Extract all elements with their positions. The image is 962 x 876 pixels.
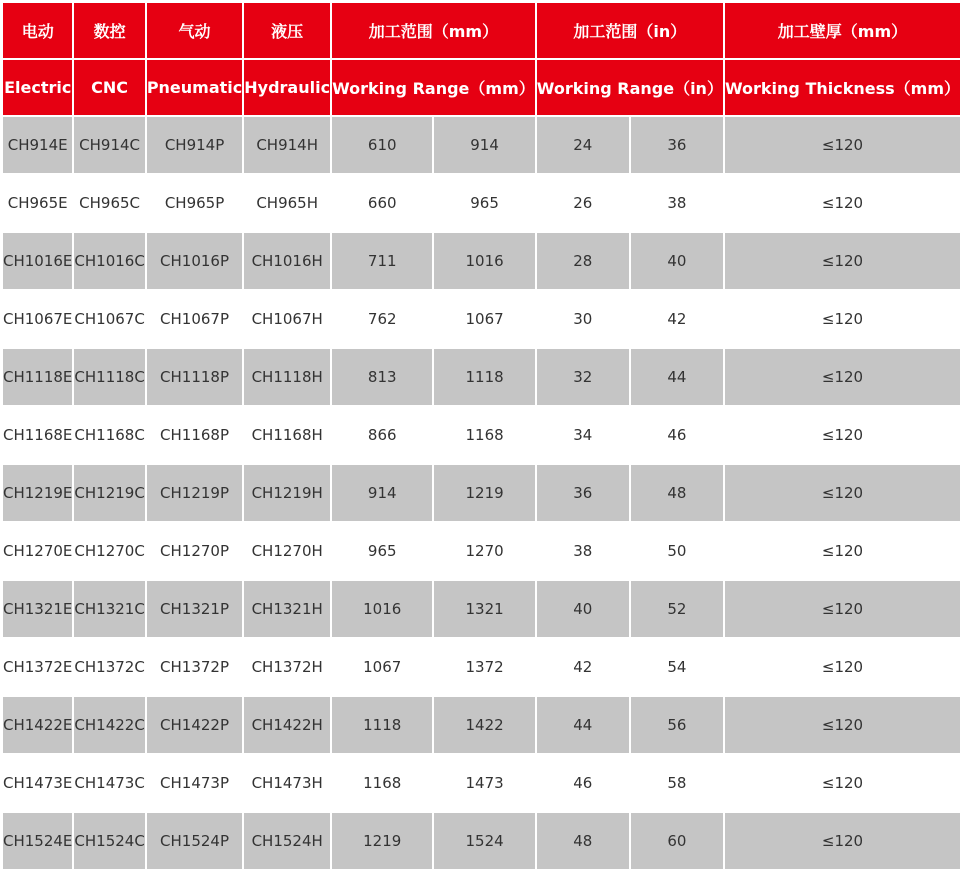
- thickness-cell: ≤120: [725, 175, 960, 231]
- thickness-cell: ≤120: [725, 523, 960, 579]
- electric-cell: CH1270E: [3, 523, 72, 579]
- range-mm-min-cell: 965: [332, 523, 432, 579]
- pneumatic-cell: CH914P: [147, 117, 242, 173]
- range-mm-max-cell: 1372: [434, 639, 534, 695]
- thickness-cell: ≤120: [725, 639, 960, 695]
- table-row: [3, 291, 960, 347]
- table-row: [3, 697, 960, 753]
- range-mm-max-cell: 1422: [434, 697, 534, 753]
- range-mm-min-cell: 1219: [332, 813, 432, 869]
- electric-cell: CH1524E: [3, 813, 72, 869]
- range-mm-min-cell: 762: [332, 291, 432, 347]
- header-en-cnc: CNC: [74, 60, 144, 115]
- hydraulic-cell: CH1321H: [244, 581, 330, 637]
- header-en-range-mm: Working Range（mm）: [332, 60, 535, 115]
- range-in-min-cell: 38: [537, 523, 629, 579]
- header-en-electric: Electric: [3, 60, 72, 115]
- range-in-min-cell: 40: [537, 581, 629, 637]
- range-mm-max-cell: 1270: [434, 523, 534, 579]
- thickness-cell: ≤120: [725, 233, 960, 289]
- thickness-cell: ≤120: [725, 117, 960, 173]
- table-header: [3, 3, 960, 115]
- table-body: [3, 117, 960, 869]
- electric-cell: CH1321E: [3, 581, 72, 637]
- range-mm-min-cell: 711: [332, 233, 432, 289]
- range-mm-min-cell: 660: [332, 175, 432, 231]
- range-mm-min-cell: 1067: [332, 639, 432, 695]
- header-en-hydraulic: Hydraulic: [244, 60, 330, 115]
- header-cn-pneumatic: 气动: [147, 3, 242, 58]
- range-in-min-cell: 46: [537, 755, 629, 811]
- thickness-cell: ≤120: [725, 813, 960, 869]
- electric-cell: CH1016E: [3, 233, 72, 289]
- electric-cell: CH1067E: [3, 291, 72, 347]
- pneumatic-cell: CH1473P: [147, 755, 242, 811]
- cnc-cell: CH1524C: [74, 813, 144, 869]
- range-in-max-cell: 52: [631, 581, 723, 637]
- electric-cell: CH1219E: [3, 465, 72, 521]
- hydraulic-cell: CH1473H: [244, 755, 330, 811]
- range-in-max-cell: 50: [631, 523, 723, 579]
- range-in-min-cell: 36: [537, 465, 629, 521]
- hydraulic-cell: CH1422H: [244, 697, 330, 753]
- hydraulic-cell: CH1118H: [244, 349, 330, 405]
- range-mm-min-cell: 813: [332, 349, 432, 405]
- electric-cell: CH914E: [3, 117, 72, 173]
- range-mm-min-cell: 1168: [332, 755, 432, 811]
- hydraulic-cell: CH914H: [244, 117, 330, 173]
- range-mm-max-cell: 1168: [434, 407, 534, 463]
- range-in-max-cell: 36: [631, 117, 723, 173]
- thickness-cell: ≤120: [725, 465, 960, 521]
- cnc-cell: CH1118C: [74, 349, 144, 405]
- table-row: [3, 813, 960, 869]
- range-in-max-cell: 40: [631, 233, 723, 289]
- range-in-max-cell: 42: [631, 291, 723, 347]
- table-row: [3, 349, 960, 405]
- thickness-cell: ≤120: [725, 581, 960, 637]
- range-mm-max-cell: 1219: [434, 465, 534, 521]
- thickness-cell: ≤120: [725, 755, 960, 811]
- header-cn-electric: 电动: [3, 3, 72, 58]
- spec-table: [1, 1, 962, 871]
- cnc-cell: CH1473C: [74, 755, 144, 811]
- header-row-cn: [3, 3, 960, 58]
- range-in-min-cell: 26: [537, 175, 629, 231]
- range-in-min-cell: 42: [537, 639, 629, 695]
- range-mm-max-cell: 1067: [434, 291, 534, 347]
- range-mm-min-cell: 866: [332, 407, 432, 463]
- range-in-min-cell: 30: [537, 291, 629, 347]
- cnc-cell: CH965C: [74, 175, 144, 231]
- cnc-cell: CH1321C: [74, 581, 144, 637]
- range-mm-max-cell: 1016: [434, 233, 534, 289]
- cnc-cell: CH1372C: [74, 639, 144, 695]
- header-cn-cnc: 数控: [74, 3, 144, 58]
- pneumatic-cell: CH1372P: [147, 639, 242, 695]
- table-row: [3, 639, 960, 695]
- header-row-en: [3, 60, 960, 115]
- range-in-max-cell: 46: [631, 407, 723, 463]
- pneumatic-cell: CH1168P: [147, 407, 242, 463]
- table-row: [3, 175, 960, 231]
- thickness-cell: ≤120: [725, 697, 960, 753]
- cnc-cell: CH914C: [74, 117, 144, 173]
- header-en-range-in: Working Range（in）: [537, 60, 723, 115]
- range-mm-max-cell: 1473: [434, 755, 534, 811]
- range-in-min-cell: 32: [537, 349, 629, 405]
- header-cn-hydraulic: 液压: [244, 3, 330, 58]
- range-mm-max-cell: 965: [434, 175, 534, 231]
- electric-cell: CH1168E: [3, 407, 72, 463]
- range-mm-min-cell: 1118: [332, 697, 432, 753]
- pneumatic-cell: CH1118P: [147, 349, 242, 405]
- hydraulic-cell: CH1270H: [244, 523, 330, 579]
- cnc-cell: CH1270C: [74, 523, 144, 579]
- range-mm-min-cell: 1016: [332, 581, 432, 637]
- range-in-max-cell: 44: [631, 349, 723, 405]
- range-in-min-cell: 24: [537, 117, 629, 173]
- pneumatic-cell: CH1219P: [147, 465, 242, 521]
- range-in-min-cell: 28: [537, 233, 629, 289]
- pneumatic-cell: CH1270P: [147, 523, 242, 579]
- cnc-cell: CH1422C: [74, 697, 144, 753]
- range-in-max-cell: 56: [631, 697, 723, 753]
- range-mm-max-cell: 1524: [434, 813, 534, 869]
- thickness-cell: ≤120: [725, 291, 960, 347]
- electric-cell: CH965E: [3, 175, 72, 231]
- range-in-min-cell: 44: [537, 697, 629, 753]
- range-in-max-cell: 58: [631, 755, 723, 811]
- pneumatic-cell: CH1321P: [147, 581, 242, 637]
- range-mm-max-cell: 1321: [434, 581, 534, 637]
- pneumatic-cell: CH1016P: [147, 233, 242, 289]
- electric-cell: CH1372E: [3, 639, 72, 695]
- header-cn-range-in: 加工范围（in）: [537, 3, 723, 58]
- range-in-max-cell: 54: [631, 639, 723, 695]
- hydraulic-cell: CH1372H: [244, 639, 330, 695]
- hydraulic-cell: CH1067H: [244, 291, 330, 347]
- pneumatic-cell: CH1524P: [147, 813, 242, 869]
- cnc-cell: CH1219C: [74, 465, 144, 521]
- table-row: [3, 233, 960, 289]
- range-in-min-cell: 48: [537, 813, 629, 869]
- hydraulic-cell: CH1016H: [244, 233, 330, 289]
- cnc-cell: CH1016C: [74, 233, 144, 289]
- table-row: [3, 117, 960, 173]
- range-mm-min-cell: 610: [332, 117, 432, 173]
- range-mm-max-cell: 1118: [434, 349, 534, 405]
- range-in-max-cell: 48: [631, 465, 723, 521]
- hydraulic-cell: CH1219H: [244, 465, 330, 521]
- electric-cell: CH1422E: [3, 697, 72, 753]
- pneumatic-cell: CH1422P: [147, 697, 242, 753]
- electric-cell: CH1473E: [3, 755, 72, 811]
- range-in-max-cell: 38: [631, 175, 723, 231]
- range-mm-min-cell: 914: [332, 465, 432, 521]
- table-row: [3, 581, 960, 637]
- hydraulic-cell: CH1168H: [244, 407, 330, 463]
- header-en-pneumatic: Pneumatic: [147, 60, 242, 115]
- header-cn-range-mm: 加工范围（mm）: [332, 3, 535, 58]
- range-in-min-cell: 34: [537, 407, 629, 463]
- table-row: [3, 407, 960, 463]
- table-row: [3, 465, 960, 521]
- table-row: [3, 523, 960, 579]
- thickness-cell: ≤120: [725, 349, 960, 405]
- hydraulic-cell: CH1524H: [244, 813, 330, 869]
- thickness-cell: ≤120: [725, 407, 960, 463]
- cnc-cell: CH1168C: [74, 407, 144, 463]
- electric-cell: CH1118E: [3, 349, 72, 405]
- header-en-thickness: Working Thickness（mm）: [725, 60, 960, 115]
- header-cn-thickness: 加工壁厚（mm）: [725, 3, 960, 58]
- table-row: [3, 755, 960, 811]
- range-mm-max-cell: 914: [434, 117, 534, 173]
- cnc-cell: CH1067C: [74, 291, 144, 347]
- pneumatic-cell: CH1067P: [147, 291, 242, 347]
- hydraulic-cell: CH965H: [244, 175, 330, 231]
- range-in-max-cell: 60: [631, 813, 723, 869]
- pneumatic-cell: CH965P: [147, 175, 242, 231]
